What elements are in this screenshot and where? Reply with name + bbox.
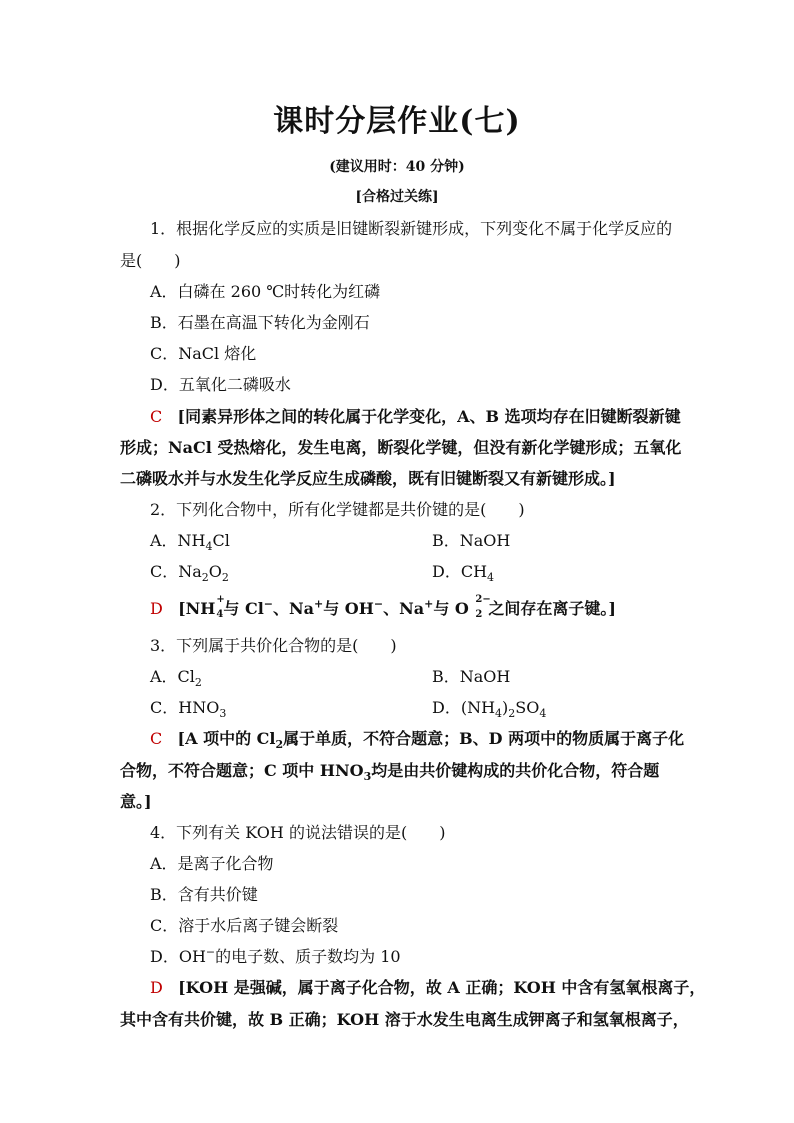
q4-answer: D: [150, 978, 163, 997]
q2-answer: D: [150, 599, 163, 618]
q4-stem: 4．下列有关 KOH 的说法错误的是( ): [150, 823, 446, 842]
q3-option-a: A．$Cl_2$: [150, 667, 202, 690]
q1-explanation-line1: C [同素异形体之间的转化属于化学变化，A、B 选项均存在旧键断裂新键: [150, 407, 681, 426]
q1-option-b: B．石墨在高温下转化为金刚石: [150, 313, 370, 332]
q4-option-b: B．含有共价键: [150, 885, 258, 904]
q3-option-b: B．NaOH: [432, 667, 511, 686]
section-heading: [合格过关练]: [355, 189, 439, 205]
q1-option-d: D．五氧化二磷吸水: [150, 375, 291, 394]
q1-answer: C: [150, 407, 163, 426]
q1-option-c: C．NaCl 熔化: [150, 344, 257, 363]
q2-option-d: D．$CH_4$: [432, 562, 495, 585]
q1-explanation-line3: 二磷吸水并与水发生化学反应生成磷酸，既有旧键断裂又有新键形成。]: [120, 469, 616, 488]
q4-option-c: C．溶于水后离子键会断裂: [150, 916, 339, 935]
q2-option-b: B．NaOH: [432, 531, 511, 550]
q3-explanation-line3: 意。]: [120, 792, 152, 811]
q2-option-c: C．$Na_2O_2$: [150, 562, 229, 585]
q3-option-d: D．$(NH_4)_2SO_4$: [432, 698, 547, 721]
time-hint: (建议用时：40 分钟): [329, 159, 465, 175]
q4-option-d: D．OH−的电子数、质子数均为 10: [150, 945, 401, 966]
q4-option-a: A．是离子化合物: [150, 854, 274, 873]
q1-stem-line2: 是( ): [120, 251, 181, 270]
q2-explanation: D [NH + 4 与 Cl−、Na+与 OH−、Na+与 O 2− 2 之间存在离子键。]: [150, 593, 616, 620]
q1-stem-line1: 1．根据化学反应的实质是旧键断裂新键形成，下列变化不属于化学反应的: [150, 219, 673, 238]
q3-explanation-line2: 合物，不符合题意；C 项中 $HNO_3$均是由共价键构成的共价化合物，符合题: [120, 761, 660, 784]
q4-explanation-line1: D [KOH 是强碱，属于离子化合物，故 A 正确；KOH 中含有氢氧根离子，: [150, 978, 706, 997]
q3-option-c: C．$HNO_3$: [150, 698, 227, 721]
q2-stem: 2．下列化合物中，所有化学键都是共价键的是( ): [150, 500, 525, 519]
page-title: 课时分层作业(七): [273, 104, 521, 139]
q3-stem: 3．下列属于共价化合物的是( ): [150, 636, 397, 655]
q2-option-a: A．$NH_4Cl$: [150, 531, 230, 554]
q1-explanation-line2: 形成；NaCl 受热熔化，发生电离，断裂化学键，但没有新化学键形成；五氧化: [120, 438, 682, 457]
q3-explanation-line1: C [A 项中的 $Cl_2$属于单质，不符合题意；B、D 两项中的物质属于离子化: [150, 729, 685, 752]
q3-answer: C: [150, 729, 163, 748]
q1-option-a: A．白磷在 260 ℃时转化为红磷: [150, 282, 381, 301]
q4-explanation-line2: 其中含有共价键，故 B 正确；KOH 溶于水发生电离生成钾离子和氢氧根离子，: [120, 1010, 689, 1029]
